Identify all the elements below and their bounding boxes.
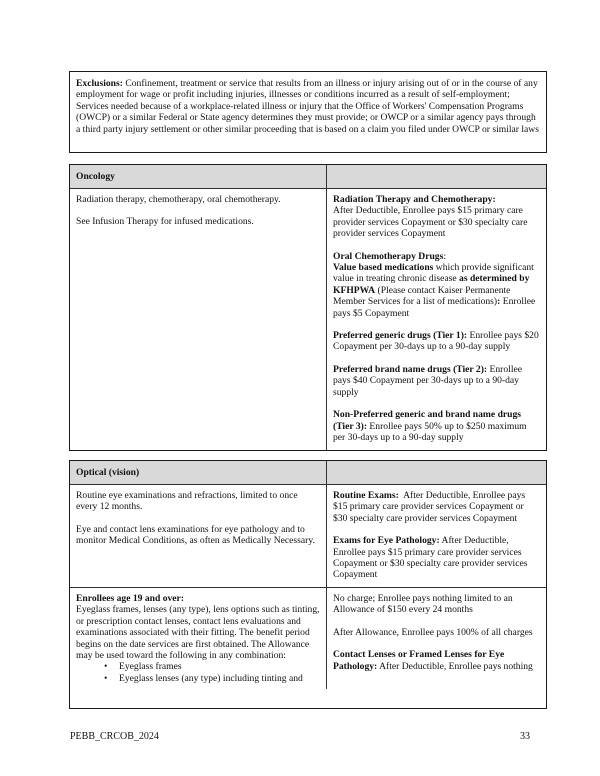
document-id: PEBB_CRCOB_2024 — [70, 731, 159, 742]
optical-table — [69, 460, 547, 709]
page-footer — [70, 731, 530, 742]
exclusions-label: Exclusions: — [76, 78, 123, 89]
exclusions-text: Exclusions: Confinement, treatment or service that results from an illness or injury arising out of or in the course of any employment for wage or profit including injuries, illnesses or conditions incurred as a result of self-employment; Services needed because of a workplace-related illness or injury that the Office of Workers' Compensation Programs (OWCP) or a similar Federal or State agency determines they must provide; or OWCP or a similar agency pays through a third party injury settlement or other similar proceeding that is based on a claim you filed under OWCP or similar laws — [76, 78, 539, 135]
list-item: • Eyeglass frames — [104, 661, 320, 672]
page-number: 33 — [520, 731, 530, 742]
exclusions-box — [69, 71, 547, 153]
oncology-table — [69, 164, 547, 451]
oncology-row — [70, 188, 546, 451]
oncology-cost-share: Radiation Therapy and Chemotherapy: After Deductible, Enrollee pays $15 primary care provider services Copayment or $30 specialty care provider services Copayment Oral Chemotherapy Drugs: Value based medications which provide significant value in treating chronic disease as determined by KFHPWA (Please contact Kaiser Permanente Member Services for a list of medications): Enrollee pays $5 Copayment Preferred generic drugs (Tier 1): Enrollee pays $20 Copayment per 30-days up to a 90-day supply Preferred brand name drugs (Tier 2): Enrollee pays $40 Copayment per 30-days up to a 90-day supply Non-Preferred generic and brand name drugs (Tier 3): Enrollee pays 50% up to $250 maximum per 30-days up to a 90-day supply — [333, 194, 539, 443]
optical-header: Optical (vision) — [70, 461, 327, 484]
oncology-header-row — [70, 165, 546, 188]
oncology-header: Oncology — [70, 165, 327, 188]
optical-header-row — [70, 461, 546, 484]
oncology-description: Radiation therapy, chemotherapy, oral chemotherapy. See Infusion Therapy for infused medications. — [70, 189, 327, 451]
optical-row-exams: Routine eye examinations and refractions, limited to once every 12 months. Eye and contact lens examinations for eye pathology and to monitor Medical Conditions, as often as Medically Necessary. Routine Exams: After Deductible, Enrollee pays $15 primary care provider services Copayment or $30 specialty care provider services Copayment Exams for Eye Pathology: After Deductible, Enrollee pays $15 primary care provider services Copayment or $30 specialty care provider services Copayment — [70, 484, 546, 587]
list-item: • Eyeglass lenses (any type) including tinting and — [104, 673, 320, 684]
optical-row-eyewear: Enrollees age 19 and over: Eyeglass frames, lenses (any type), lens options such as tinting, or prescription contact lenses, contact lens evaluations and examinations associated with their fitting. The benefit period begins on the date services are first obtained. The Allowance may be used toward the following in any combination: • Eyeglass frames • Eyeglass lenses (any type) including tinting and No charge; Enrollee pays nothing limited to an Allowance of $150 every 24 months After Allowance, Enrollee pays 100% of all charges Contact Lenses or Framed Lenses for Eye Pathology: After Deductible, Enrollee pays nothing — [70, 587, 546, 689]
eyewear-list — [76, 661, 320, 684]
